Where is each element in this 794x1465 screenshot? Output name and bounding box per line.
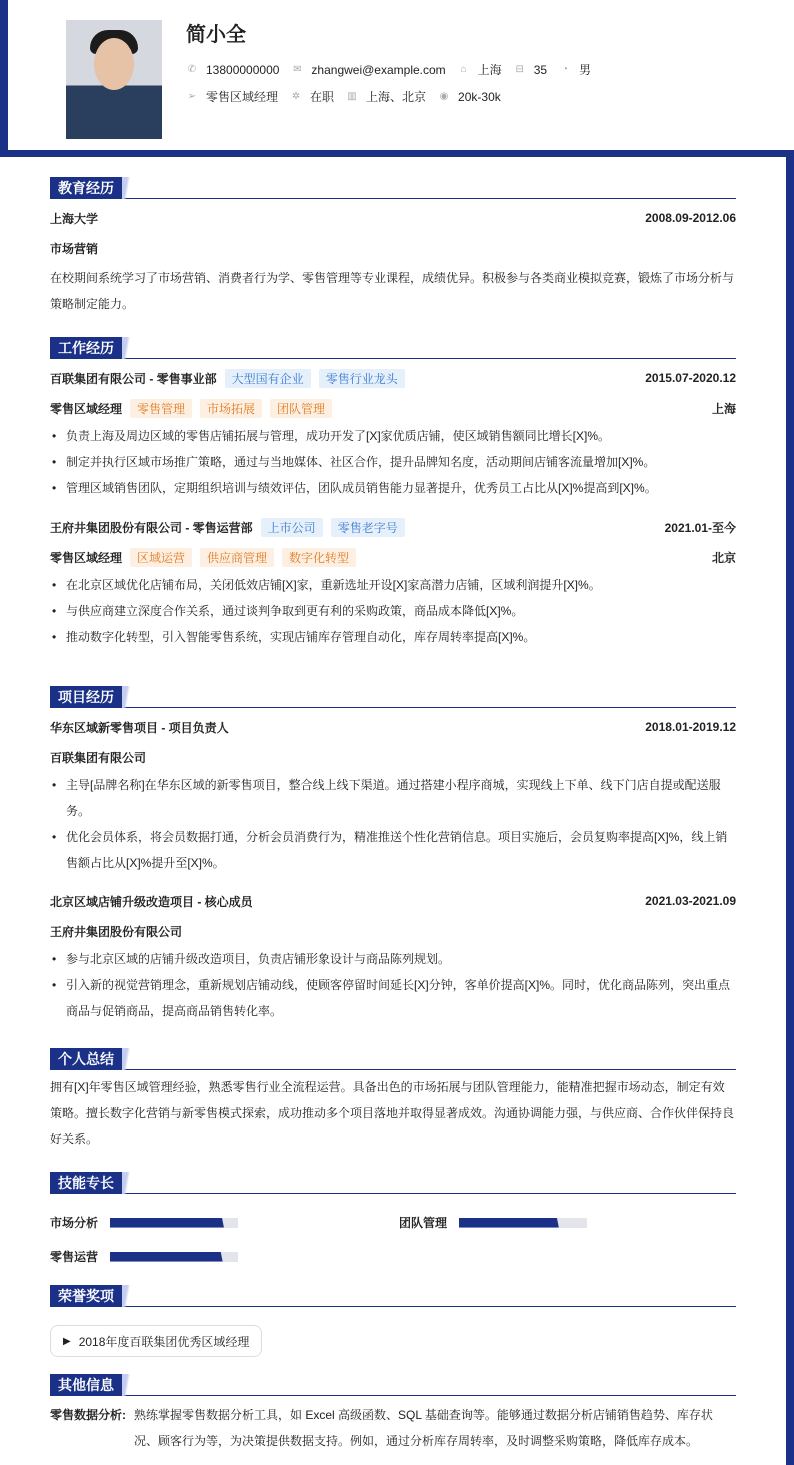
bullet: • 与供应商建立深度合作关系，通过谈判争取到更有利的采购政策，商品成本降低[X]%。: [50, 598, 736, 624]
company: 王府井集团股份有限公司 - 零售运营部: [50, 520, 253, 535]
bullet: • 主导[品牌名称]在华东区域的新零售项目，整合线上线下渠道。通过搭建小程序商城，实现线上下单、线下门店自提或配送服务。: [50, 772, 736, 824]
project-section: [50, 686, 736, 1024]
age-icon: ⊟: [515, 64, 524, 75]
skill-bar: [110, 1218, 238, 1228]
work-date: 2021.01-至今: [664, 520, 736, 535]
skill-bar: [110, 1252, 238, 1262]
project-name: 北京区域店铺升级改造项目 - 核心成员: [50, 894, 253, 909]
building-icon: ▥: [347, 91, 357, 102]
project-item: [50, 712, 736, 876]
work-section: [50, 337, 736, 650]
work-item: [50, 512, 736, 650]
section-title: 技能专长: [50, 1172, 122, 1194]
phone-icon: ✆: [187, 64, 197, 75]
age: 35: [533, 62, 548, 77]
section-title: 项目经历: [50, 686, 122, 708]
position: 零售区域经理: [206, 90, 279, 104]
avatar: [66, 20, 162, 139]
section-title: 个人总结: [50, 1048, 122, 1070]
resume-header: [0, 0, 794, 157]
send-icon: ➢: [187, 91, 197, 102]
edu-date: 2008.09-2012.06: [645, 211, 736, 225]
skill-tag: 零售管理: [130, 399, 192, 418]
work-date: 2015.07-2020.12: [645, 371, 736, 385]
target-city: 上海、北京: [366, 90, 427, 104]
other-text: 熟练掌握零售数据分析工具，如 Excel 高级函数、SQL 基础查询等。能够通过数据分析店铺销售趋势、库存状况、顾客行为等，为决策提供数据支持。例如，通过分析库存周转率，及时调整采购策略，降低库存成本。: [134, 1408, 713, 1448]
skill-name: 市场分析: [50, 1216, 99, 1230]
awards-section: [50, 1285, 736, 1357]
summary-text: 拥有[X]年零售区域管理经验，熟悉零售行业全流程运营。具备出色的市场拓展与团队管理能力，能精准把握市场动态，制定有效策略。擅长数字化营销与新零售模式探索，成功推动多个项目落地并取得显著成效。沟通协调能力强，与供应商、合作伙伴保持良好关系。: [50, 1080, 735, 1146]
bullet: • 优化会员体系，将会员数据打通，分析会员消费行为，精准推送个性化营销信息。项目实施后，会员复购率提高[X]%，线上销售额占比从[X]%提升至[X]%。: [50, 824, 736, 876]
tag: 零售行业龙头: [319, 369, 405, 388]
bullet: • 引入新的视觉营销理念，重新规划店铺动线，使顾客停留时间延长[X]分钟，客单价提高[X]%。同时，优化商品陈列，突出重点商品与促销商品，提高商品销售转化率。: [50, 972, 736, 1024]
project-date: 2018.01-2019.12: [645, 720, 736, 734]
school: 上海大学: [50, 211, 99, 226]
summary-section: [50, 1048, 736, 1152]
home-icon: ⌂: [460, 64, 467, 75]
resume-body: [0, 157, 794, 1465]
skills-section: [50, 1172, 736, 1272]
work-item: [50, 363, 736, 501]
bullet: • 参与北京区域的店铺升级改造项目，负责店铺形象设计与商品陈列规划。: [50, 946, 736, 972]
email-icon: ✉: [293, 64, 302, 75]
role: 零售区域经理: [50, 550, 123, 565]
skill-bar: [459, 1218, 587, 1228]
bullet: • 在北京区域优化店铺布局，关闭低效店铺[X]家，重新选址开设[X]家高潜力店铺，区域利润提升[X]%。: [50, 572, 736, 598]
city: 上海: [477, 63, 502, 77]
other-section: [50, 1374, 736, 1454]
status: 在职: [310, 90, 335, 104]
work-city: 上海: [711, 401, 736, 416]
education-section: [50, 177, 736, 317]
tag: 大型国有企业: [225, 369, 311, 388]
skill-name: 团队管理: [399, 1216, 448, 1230]
bullet: • 管理区域销售团队，定期组织培训与绩效评估，团队成员销售能力显著提升，优秀员工占比从[X]%提高到[X]%。: [50, 475, 736, 501]
section-title: 教育经历: [50, 177, 122, 199]
skill-item: [399, 1214, 587, 1231]
email: zhangwei@example.com: [311, 62, 446, 77]
skill-tag: 团队管理: [270, 399, 332, 418]
candidate-name: 简小全: [186, 24, 246, 46]
project-company: 王府井集团股份有限公司: [50, 924, 183, 939]
skill-item: [50, 1214, 238, 1231]
skill-name: 零售运营: [50, 1250, 99, 1264]
skill-item: [50, 1248, 238, 1265]
skill-bar-fill: [110, 1252, 223, 1262]
skill-tag: 区域运营: [130, 548, 192, 567]
tag: 上市公司: [261, 518, 323, 537]
status-icon: ✲: [291, 91, 301, 102]
award-item[interactable]: [50, 1325, 262, 1357]
role: 零售区域经理: [50, 401, 123, 416]
salary-icon: ◉: [439, 91, 449, 102]
work-city: 北京: [711, 550, 736, 565]
section-title: 工作经历: [50, 337, 122, 359]
project-item: [50, 886, 736, 1024]
skill-bar-fill: [110, 1218, 224, 1228]
skill-tag: 数字化转型: [282, 548, 356, 567]
tag: 零售老字号: [331, 518, 405, 537]
bullet: • 推动数字化转型，引入智能零售系统，实现店铺库存管理自动化，库存周转率提高[X]%。: [50, 624, 736, 650]
company: 百联集团有限公司 - 零售事业部: [50, 371, 217, 386]
award-name: 2018年度百联集团优秀区域经理: [78, 1334, 250, 1349]
bullet: • 制定并执行区域市场推广策略，通过与当地媒体、社区合作，提升品牌知名度，活动期间店铺客流量增加[X]%。: [50, 449, 736, 475]
phone: 13800000000: [206, 62, 280, 77]
salary: 20k-30k: [458, 89, 501, 104]
project-name: 华东区域新零售项目 - 项目负责人: [50, 720, 229, 735]
project-date: 2021.03-2021.09: [645, 894, 736, 908]
bullet: • 负责上海及周边区域的零售店铺拓展与管理，成功开发了[X]家优质店铺，使区域销售额同比增长[X]%。: [50, 423, 736, 449]
skill-tag: 供应商管理: [200, 548, 274, 567]
gender-icon: ◔: [562, 64, 569, 75]
section-title: 荣誉奖项: [50, 1285, 122, 1307]
other-label: 零售数据分析:: [50, 1408, 126, 1422]
project-company: 百联集团有限公司: [50, 750, 147, 765]
gender: 男: [579, 63, 592, 77]
major: 市场营销: [50, 241, 99, 256]
section-title: 其他信息: [50, 1374, 122, 1396]
caret-right-icon: ▶: [63, 1335, 71, 1347]
skill-bar-fill: [459, 1218, 559, 1228]
skill-tag: 市场拓展: [200, 399, 262, 418]
edu-desc: 在校期间系统学习了市场营销、消费者行为学、零售管理等专业课程，成绩优异。积极参与各类商业模拟竞赛，锻炼了市场分析与策略制定能力。: [50, 271, 735, 311]
